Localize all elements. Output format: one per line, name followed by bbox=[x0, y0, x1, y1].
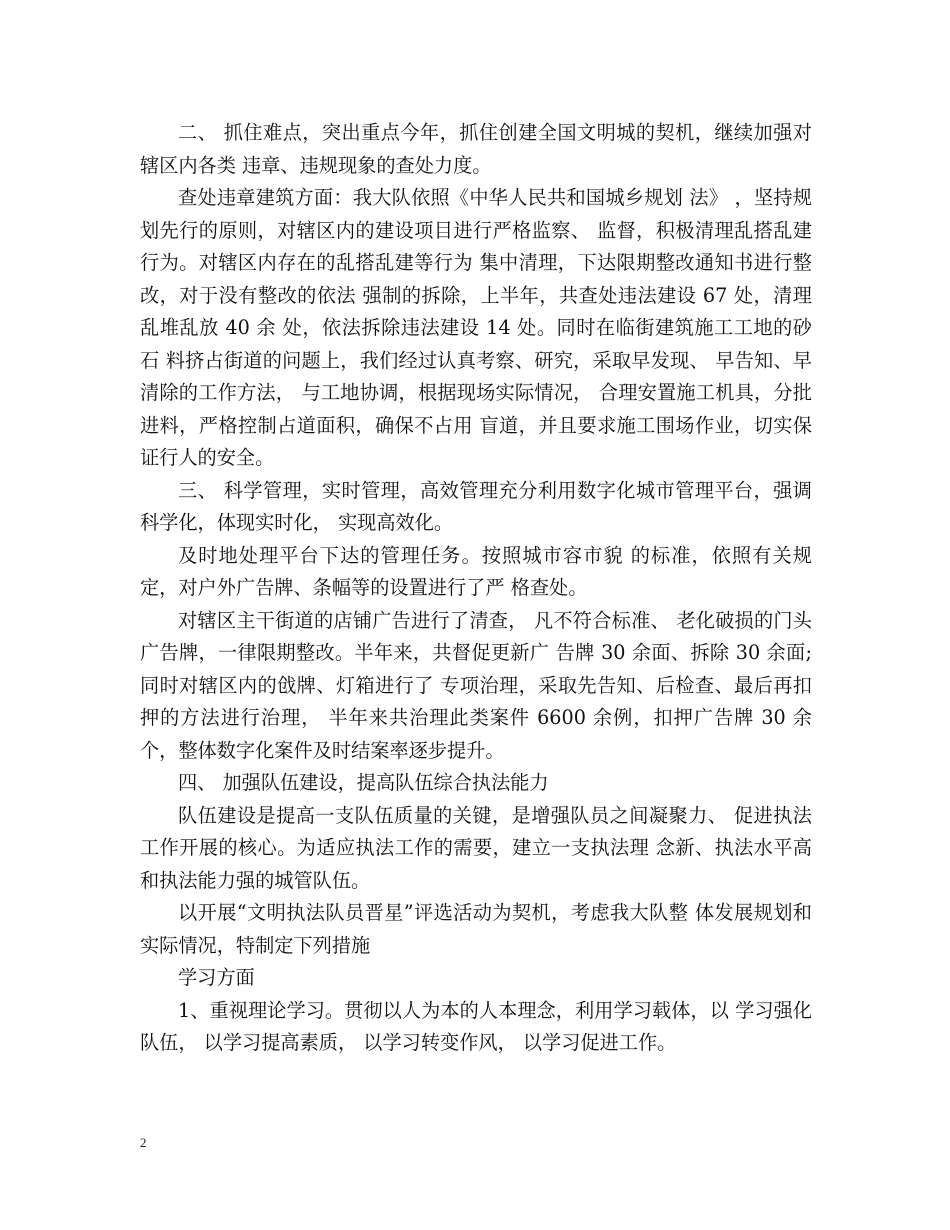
paragraph-section-four-heading: 四、 加强队伍建设，提高队伍综合执法能力 bbox=[178, 771, 549, 794]
paragraph-shop-advertising: 对辖区主干街道的店铺广告进行了清查， 凡不符合标准、 老化破损的门头广告牌，一律限期整改。半年来，共督促更新广 告牌 30 余面、拆除 30 余面;同时对辖区内的戗牌、灯箱进行了 专项治理，采取先告知、后检查、最后再扣押的方法进行治理， 半年来共治理此类案件 6600 余例，扣押广告牌 30 余个，整体数字化案件及时结案率逐步提升。 bbox=[140, 608, 812, 762]
paragraph-section-two-heading: 二、 抓住难点，突出重点今年，抓住创建全国文明城的契机，继续加强对辖区内各类 违章、违规现象的查处力度。 bbox=[140, 121, 812, 177]
paragraph-study-heading: 学习方面 bbox=[178, 966, 255, 989]
paragraph-theory-study: 1、重视理论学习。贯彻以人为本的人本理念，利用学习载体，以 学习强化队伍， 以学习提高素质， 以学习转变作风， 以学习促进工作。 bbox=[140, 998, 812, 1054]
paragraph-team-building: 队伍建设是提高一支队伍质量的关键，是增强队员之间凝聚力、 促进执法工作开展的核心。为适应执法工作的需要，建立一支执法理 念新、执法水平高和执法能力强的城管队伍。 bbox=[140, 803, 812, 892]
paragraph-illegal-construction: 查处违章建筑方面：我大队依照《中华人民共和国城乡规划 法》 ，坚持规划先行的原则，对辖区内的建设项目进行严格监察、 监督，积极清理乱搭乱建行为。对辖区内存在的乱搭乱建等行为 集中清理，下达限期整改通知书进行整改，对于没有整改的依法 强制的拆除，上半年，共查处违法建设 67 处，清理乱堆乱放 40 余 处，依法拆除违法建设 14 处。同时在临街建筑施工工地的砂石 料挤占街道的问题上，我们经过认真考察、研究，采取早发现、 早告知、早清除的工作方法， 与工地协调，根据现场实际情况， 合理安置施工机具，分批进料，严格控制占道面积，确保不占用 盲道，并且要求施工围场作业，切实保证行人的安全。 bbox=[140, 186, 812, 469]
paragraph-section-three-heading: 三、 科学管理，实时管理，高效管理充分利用数字化城市管理平台，强调科学化，体现实时化， 实现高效化。 bbox=[140, 478, 812, 534]
page-number: 2 bbox=[140, 1135, 147, 1150]
paragraph-platform-tasks: 及时地处理平台下达的管理任务。按照城市容市貌 的标准，依照有关规定，对户外广告牌、条幅等的设置进行了严 格查处。 bbox=[140, 543, 812, 599]
document-body bbox=[140, 117, 812, 1060]
paragraph-star-rating-activity: 以开展“文明执法队员晋星”评选活动为契机，考虑我大队整 体发展规划和实际情况，特制定下列措施 bbox=[140, 901, 812, 957]
